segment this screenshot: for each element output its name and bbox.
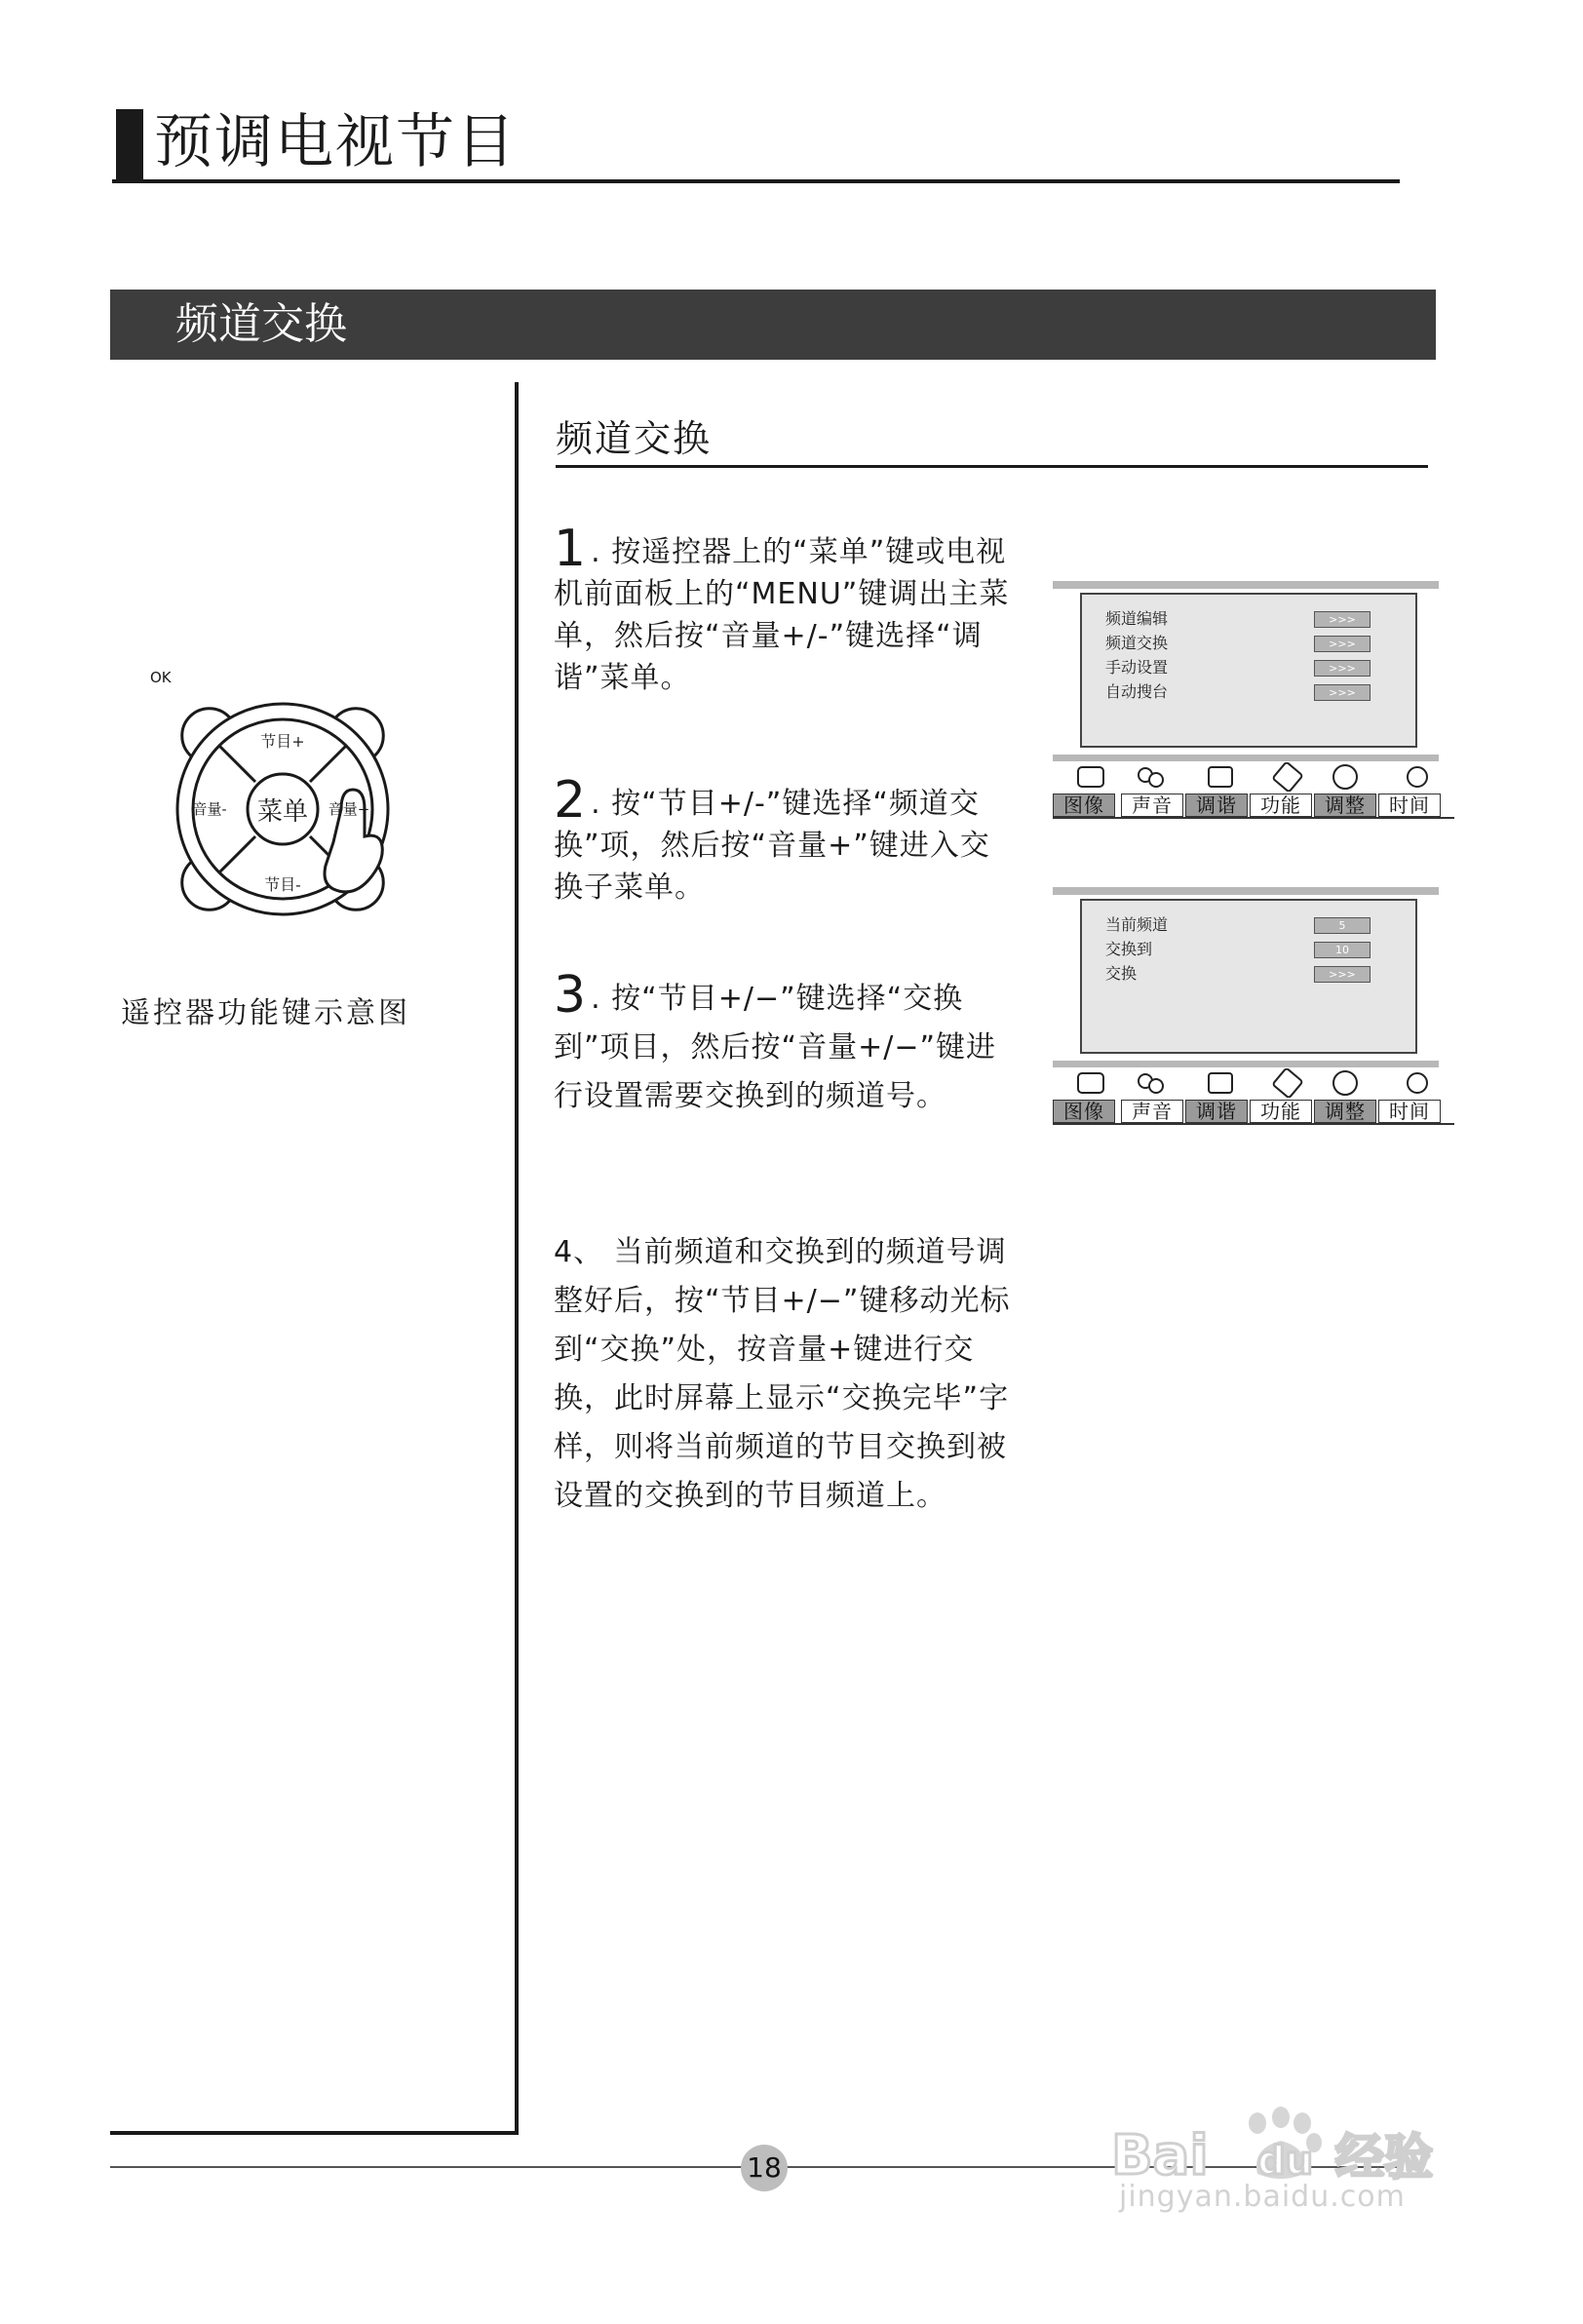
osd-row-label: 自动搜台 [1105, 682, 1169, 701]
column-divider [515, 382, 519, 2135]
osd-tab-sound: 声音 [1121, 1100, 1183, 1123]
osd-screen-tuning-menu [1053, 581, 1439, 825]
svg-text:Bai: Bai [1111, 2124, 1209, 2184]
osd-tab-bar [1053, 792, 1454, 819]
tuning-icon [1209, 767, 1232, 787]
remote-volume-down-label: 音量- [192, 800, 227, 818]
osd-row-value: 10 [1314, 942, 1371, 958]
left-bottom-rule [110, 2131, 519, 2135]
osd-top-bar [1053, 581, 1439, 589]
section-header-title: 频道交换 [175, 299, 347, 349]
osd-tab-function: 功能 [1250, 1100, 1312, 1123]
osd-icon-strip [1053, 1068, 1439, 1098]
page-number: 18 [747, 2151, 782, 2184]
clock-icon [1408, 767, 1427, 787]
step-text: . 按遥控器上的“菜单”键或电视机前面板上的“MENU”键调出主菜单，然后按“音量+/-”键选择“调谐”菜单。 [554, 535, 1010, 695]
title-rule [112, 179, 1400, 183]
osd-tab-picture: 图像 [1053, 794, 1115, 817]
function-icon [1273, 1068, 1303, 1098]
osd-tab-tuning: 调谐 [1185, 1100, 1248, 1123]
osd-row-value: 5 [1314, 917, 1371, 934]
tuning-icon [1209, 1073, 1232, 1093]
subsection-heading: 频道交换 [556, 417, 713, 460]
remote-channel-up-label: 节目+ [260, 732, 305, 751]
picture-icon [1078, 1073, 1103, 1093]
osd-top-bar [1053, 887, 1439, 895]
step-text: . 按“节目+/−”键选择“交换到”项目，然后按“音量+/−”键进行设置需要交换到的频道号。 [554, 982, 997, 1113]
osd-tab-picture: 图像 [1053, 1100, 1115, 1123]
function-icon [1273, 762, 1303, 792]
step-number: 3 [554, 966, 588, 1025]
osd-row-value: >>> [1314, 684, 1371, 701]
remote-volume-up-label: 音量+ [328, 800, 370, 818]
osd-tab-adjust: 调整 [1314, 794, 1376, 817]
osd-bottom-bar [1053, 1061, 1439, 1067]
osd-tab-bar [1053, 1098, 1454, 1125]
osd-row-label: 交换 [1105, 964, 1138, 983]
osd-menu-panel [1080, 899, 1417, 1054]
svg-text:du: du [1257, 2139, 1314, 2184]
osd-row-label: 当前频道 [1105, 915, 1169, 934]
step-number: 1 [554, 520, 588, 578]
osd-menu-panel [1080, 593, 1417, 748]
remote-caption: 遥控器功能键示意图 [121, 996, 410, 1030]
adjust-icon [1333, 1071, 1357, 1095]
osd-row-value: >>> [1314, 636, 1371, 652]
osd-row-label: 手动设置 [1105, 658, 1169, 677]
remote-control-diagram [136, 663, 429, 955]
step-text: . 按“节目+/-”键选择“频道交换”项，然后按“音量+”键进入交换子菜单。 [554, 787, 990, 905]
subsection-rule [556, 465, 1428, 468]
osd-tab-function: 功能 [1250, 794, 1312, 817]
osd-row-value: >>> [1314, 660, 1371, 677]
osd-tab-time: 时间 [1378, 1100, 1441, 1123]
osd-bottom-bar [1053, 755, 1439, 761]
step-3 [554, 966, 1012, 1121]
step-number: 2 [554, 771, 588, 830]
remote-menu-label: 菜单 [256, 797, 309, 827]
adjust-icon [1333, 765, 1357, 789]
osd-row-value: >>> [1314, 966, 1371, 983]
osd-row-label: 交换到 [1105, 940, 1153, 958]
osd-row-label: 频道编辑 [1105, 609, 1169, 628]
osd-screen-channel-swap [1053, 887, 1439, 1131]
step-4 [554, 1228, 1012, 1521]
osd-tab-adjust: 调整 [1314, 1100, 1376, 1123]
svg-text:经验: 经验 [1335, 2129, 1433, 2184]
picture-icon [1078, 767, 1103, 787]
baidu-watermark-logo [1111, 2106, 1482, 2184]
clock-icon [1408, 1073, 1427, 1093]
remote-ok-label: OK [150, 669, 172, 686]
title-marker-bar [116, 109, 143, 179]
osd-tab-sound: 声音 [1121, 794, 1183, 817]
step-text: 4、 当前频道和交换到的频道号调整好后，按“节目+/−”键移动光标到“交换”处，按音量+键进行交换，此时屏幕上显示“交换完毕”字样，则将当前频道的节目交换到被设置的交换到的节目频道上。 [554, 1235, 1011, 1513]
osd-icon-strip [1053, 762, 1439, 792]
page-title: 预调电视节目 [154, 108, 517, 176]
watermark-url: jingyan.baidu.com [1119, 2180, 1406, 2214]
step-2 [554, 771, 1012, 909]
osd-tab-tuning: 调谐 [1185, 794, 1248, 817]
remote-channel-down-label: 节目- [264, 875, 301, 894]
osd-tab-time: 时间 [1378, 794, 1441, 817]
osd-row-value: >>> [1314, 611, 1371, 628]
osd-row-label: 频道交换 [1105, 634, 1169, 652]
step-1 [554, 520, 1012, 699]
